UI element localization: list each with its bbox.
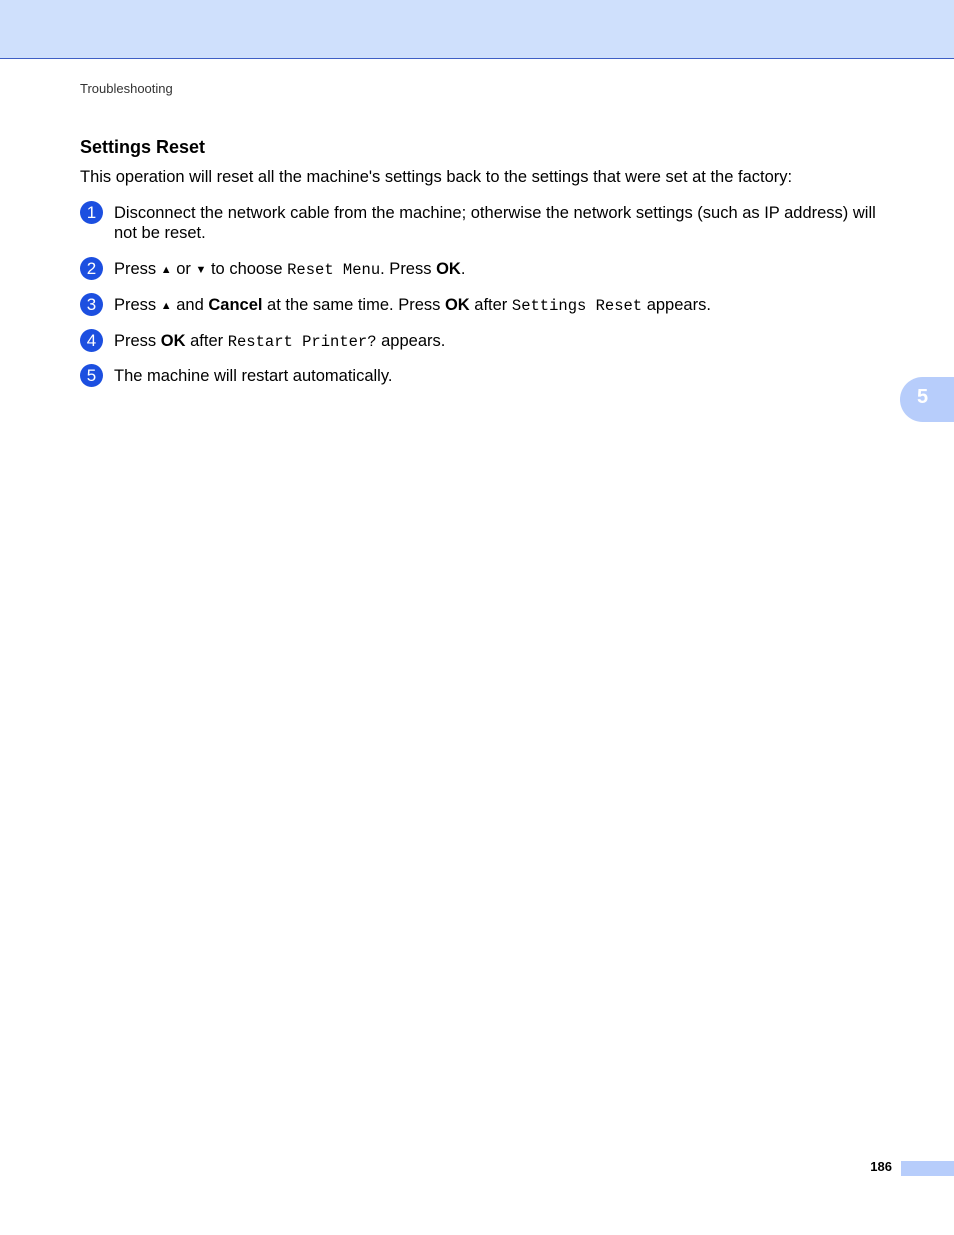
display-message: Settings Reset [511,297,643,315]
ok-key-label: OK [436,260,461,278]
chapter-tab [900,377,954,422]
step-text-segment: to choose [206,260,288,278]
step-text [114,259,900,280]
step-text-segment: Press [114,332,161,350]
step-number-badge: 2 [80,257,103,280]
ok-key-label: OK [444,296,470,314]
intro-paragraph: This operation will reset all the machine's settings back to the settings that were set at the factory: [80,168,793,186]
step-text: Disconnect the network cable from the machine; otherwise the network settings (such as IP address) will not be reset. [114,204,876,242]
step-number-badge: 1 [80,201,103,224]
step-text [114,331,900,352]
step-text-segment: at the same time. Press [262,296,445,314]
step-text: The machine will restart automatically. [114,367,393,385]
step-text-segment: or [171,260,196,278]
step-number-badge: 5 [80,364,103,387]
page-number: 186 [870,1159,892,1174]
step-number-badge: 4 [80,329,103,352]
ok-key-label: OK [160,332,186,350]
cancel-key-label: Cancel [208,296,263,314]
step-text-segment: appears. [376,332,446,350]
step-text-segment: . [460,260,466,278]
up-arrow-icon: ▲ [160,300,172,312]
step-text-segment: Press [114,296,161,314]
step-text-segment: after [469,296,512,314]
step-text-segment: . Press [380,260,437,278]
step-text [114,295,900,316]
display-message: Restart Printer? [227,333,377,351]
page-number-bar [901,1161,954,1176]
page-header-band [0,0,954,59]
step-text-segment: Press [114,260,161,278]
section-title: Settings Reset [80,137,206,157]
step-text-segment: and [171,296,209,314]
display-message: Reset Menu [287,261,381,279]
step-text-segment: after [185,332,228,350]
chapter-number: 5 [917,386,929,408]
up-arrow-icon: ▲ [160,264,172,276]
step-number-badge: 3 [80,293,103,316]
down-arrow-icon: ▼ [195,264,207,276]
step-text-segment: appears. [642,296,711,314]
running-header: Troubleshooting [80,81,173,96]
